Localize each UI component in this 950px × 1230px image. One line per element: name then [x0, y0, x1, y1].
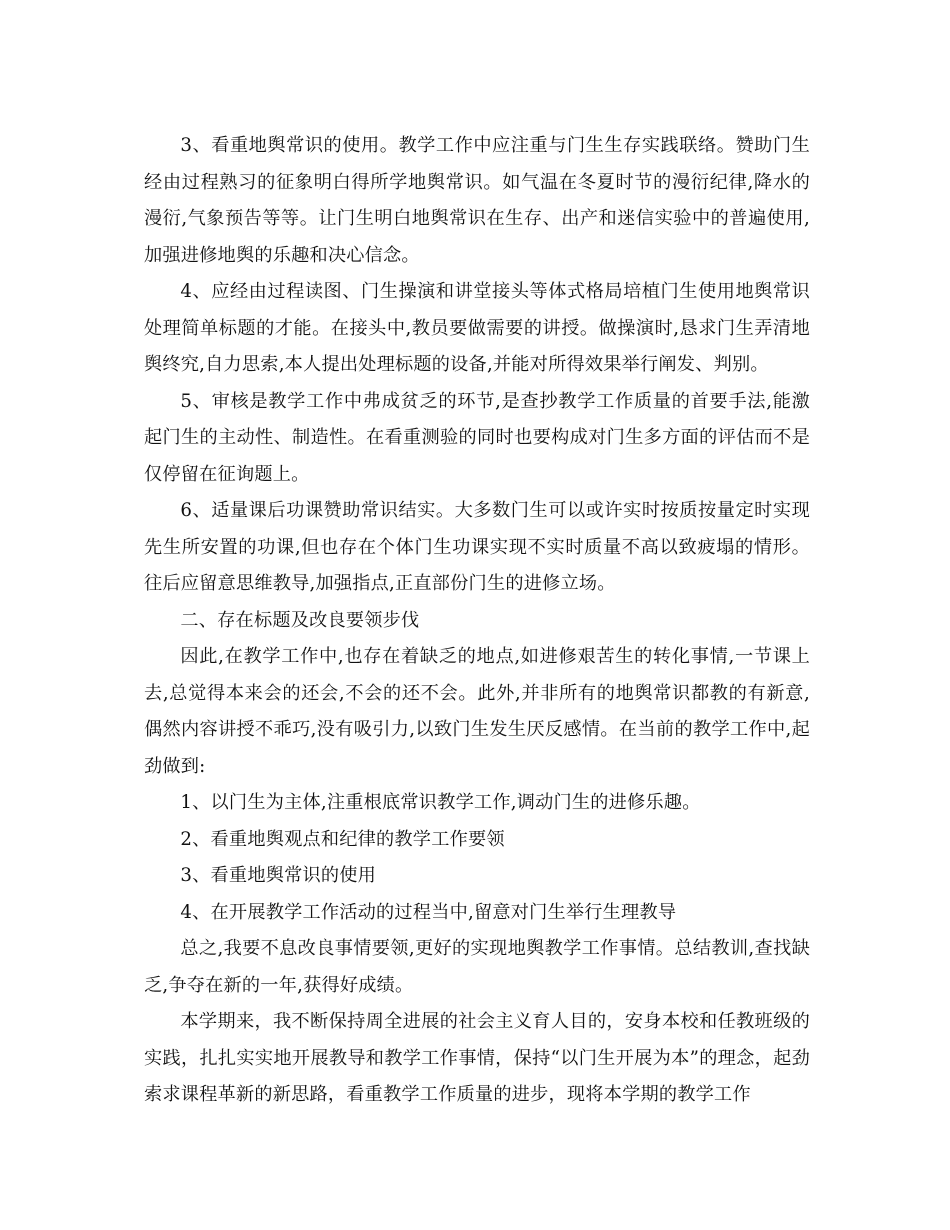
paragraph-2: 4、应经由过程读图、门生操演和讲堂接头等体式格局培植门生使用地舆常识处理简单标题的才能。在接头中,教员要做需要的讲授。做操演时,恳求门生弄清地舆终究,自力思索,本人提出处理标题的设备,并能对所得效果举行阐发、判别。	[144, 281, 810, 375]
list-item-4: 4、在开展教学工作活动的过程当中,留意对门生举行生理教导	[180, 901, 677, 923]
paragraph-1: 3、看重地舆常识的使用。教学工作中应注重与门生生存实践联络。赞助门生经由过程熟习的征象明白得所学地舆常识。如气温在冬夏时节的漫衍纪律,降水的漫衍,气象预告等等。让门生明白地舆常识在生存、出产和迷信实验中的普遍使用,加强进修地舆的乐趣和决心信念。	[144, 135, 810, 266]
paragraph-6: 总之,我要不息改良事情要领,更好的实现地舆教学工作事情。总结教训,查找缺乏,争夺在新的一年,获得好成绩。	[144, 938, 810, 996]
section-heading: 二、存在标题及改良要领步伐	[180, 609, 420, 631]
list-item-2: 2、看重地舆观点和纪律的教学工作要领	[180, 828, 505, 850]
paragraph-4: 6、适量课后功课赞助常识结实。大多数门生可以或许实时按质按量定时实现先生所安置的功课,但也存在个体门生功课实现不实时质量不高以致疲塌的情形。往后应留意思维教导,加强指点,正直部份门生的进修立场。	[144, 500, 810, 594]
paragraph-5: 因此,在教学工作中,也存在着缺乏的地点,如进修艰苦生的转化事情,一节课上去,总觉得本来会的还会,不会的还不会。此外,并非所有的地舆常识都教的有新意,偶然内容讲授不乖巧,没有吸引力,以致门生发生厌反感情。在当前的教学工作中,起劲做到:	[144, 646, 810, 777]
list-item-3: 3、看重地舆常识的使用	[180, 865, 377, 886]
document-body	[144, 128, 810, 1114]
paragraph-7: 本学期来，我不断保持周全进展的社会主义育人目的，安身本校和任教班级的实践，扎扎实实地开展教导和教学工作事情，保持“以门生开展为本”的理念，起劲索求课程革新的新思路，看重教学工作质量的进步，现将本学期的教学工作	[144, 1011, 810, 1105]
paragraph-3: 5、审核是教学工作中弗成贫乏的环节,是查抄教学工作质量的首要手法,能激起门生的主动性、制造性。在看重测验的同时也要构成对门生多方面的评估而不是仅停留在征询题上。	[144, 390, 810, 485]
list-item-1: 1、以门生为主体,注重根底常识教学工作,调动门生的进修乐趣。	[180, 792, 701, 813]
